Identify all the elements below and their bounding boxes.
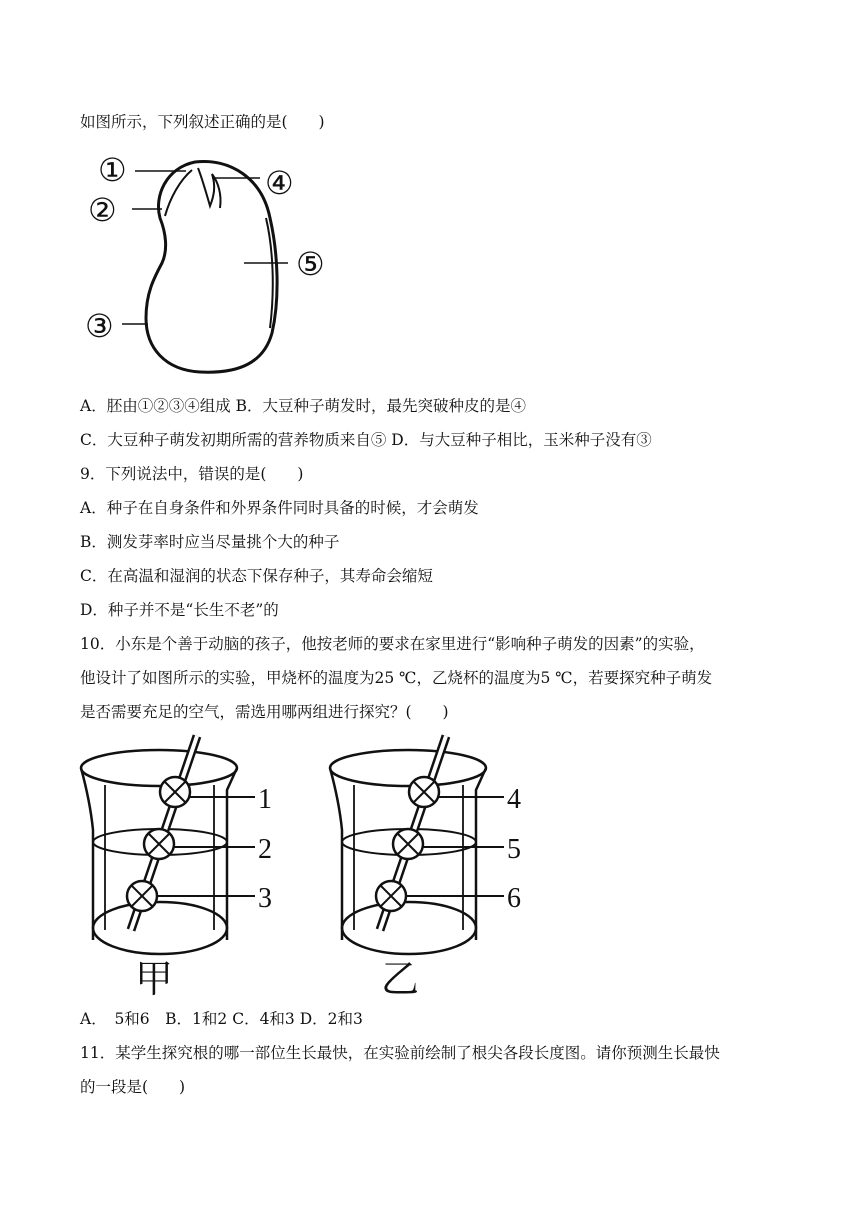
seed-label-6: 6 <box>507 883 521 914</box>
q8-options-line2: C．大豆种子萌发初期所需的营养物质来自⑤ D．与大豆种子相比，玉米种子没有③ <box>80 431 652 449</box>
q10-stem-line1: 10．小东是个善于动脑的孩子，他按老师的要求在家里进行“影响种子萌发的因素”的实验， <box>80 635 705 653</box>
q9-option-b: B．测发芽率时应当尽量挑个大的种子 <box>80 533 340 551</box>
seed-label-5: 5 <box>507 834 521 865</box>
bean-seed-diagram <box>80 148 350 376</box>
q9-option-a: A．种子在自身条件和外界条件同时具备的时候，才会萌发 <box>80 499 479 517</box>
label-3: ③ <box>85 308 114 344</box>
seed-label-3: 3 <box>258 883 272 914</box>
q9-option-c: C．在高温和湿润的状态下保存种子，其寿命会缩短 <box>80 567 433 585</box>
seed-label-4: 4 <box>507 784 521 815</box>
beaker-jia <box>81 736 255 954</box>
seed-label-1: 1 <box>258 784 272 815</box>
q10-stem-line3: 是否需要充足的空气，需选用哪两组进行探究？( ) <box>80 703 449 721</box>
beaker-yi <box>330 736 504 954</box>
q10-options: A． 5和6 B．1和2 C．4和3 D．2和3 <box>80 1010 363 1028</box>
beaker-name-yi: 乙 <box>381 959 420 1000</box>
q9-stem: 9．下列说法中，错误的是( ) <box>80 465 304 483</box>
seed-outline <box>146 161 277 372</box>
label-2: ② <box>88 192 117 228</box>
label-4: ④ <box>265 165 294 201</box>
label-1: ① <box>98 152 127 188</box>
q10-stem-line2: 他设计了如图所示的实验，甲烧杯的温度为25 ℃，乙烧杯的温度为5 ℃，若要探究种子萌发 <box>80 669 713 687</box>
q11-stem-line1: 11．某学生探究根的哪一部位生长最快，在实验前绘制了根尖各段长度图。请你预测生长最快 <box>80 1044 720 1062</box>
q8-options-line1: A．胚由①②③④组成 B．大豆种子萌发时，最先突破种皮的是④ <box>80 397 527 415</box>
q11-stem-line2: 的一段是( ) <box>80 1078 186 1096</box>
q9-option-d: D．种子并不是“长生不老”的 <box>80 601 279 619</box>
plumule <box>198 168 221 208</box>
label-5: ⑤ <box>296 246 325 282</box>
beaker-name-jia: 甲 <box>135 959 174 1000</box>
q8-stem: 如图所示，下列叙述正确的是( ) <box>80 113 325 131</box>
beaker-experiment-diagram <box>75 730 545 1000</box>
seed-label-2: 2 <box>258 834 272 865</box>
